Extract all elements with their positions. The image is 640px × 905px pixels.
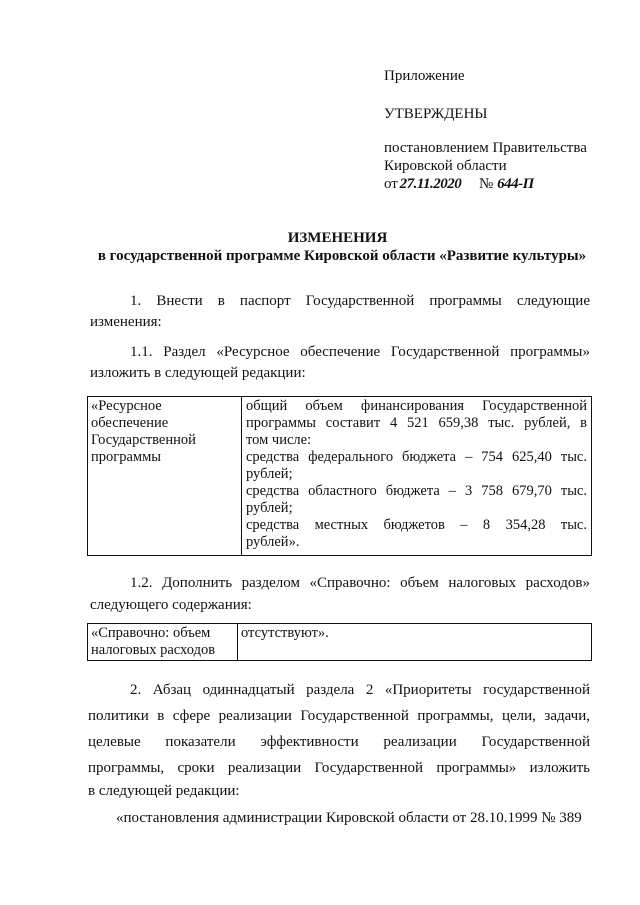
- document-title: ИЗМЕНЕНИЯ: [287, 230, 388, 246]
- paragraph-1-line-1: 1. Внести в паспорт Государственной программы следующие: [130, 293, 590, 309]
- paragraph-2-line-4: программы, сроки реализации Государственной программы» изложить: [88, 760, 590, 776]
- paragraph-3-line-1: «постановления администрации Кировской области от 28.10.1999 № 389: [116, 810, 582, 826]
- number-prefix: №: [479, 176, 494, 192]
- resource-table-value-cell: [242, 397, 592, 556]
- resource-label-line: Государственной: [91, 432, 196, 448]
- resource-value-line: общий объем финансирования Государственной: [246, 398, 587, 414]
- resource-value-line: средства федерального бюджета – 754 625,40 тыс.: [246, 449, 587, 465]
- paragraph-1-1-line-2: изложить в следующей редакции:: [90, 365, 306, 381]
- resource-value-line: средства местных бюджетов – 8 354,28 тыс.: [246, 517, 587, 533]
- decree-date-line: [384, 175, 534, 193]
- paragraph-2-line-2: политики в сфере реализации Государственной программы, цели, задачи,: [88, 708, 590, 724]
- paragraph-2-line-1: 2. Абзац одиннадцатый раздела 2 «Приоритеты государственной: [130, 682, 590, 698]
- paragraph-1-2-line-2: следующего содержания:: [90, 597, 252, 613]
- tax-label-line: налоговых расходов: [91, 642, 216, 658]
- approved-label: УТВЕРЖДЕНЫ: [384, 106, 488, 122]
- resource-label-line: обеспечение: [91, 415, 169, 431]
- resource-table-label-cell: [88, 397, 242, 556]
- paragraph-1-2-line-1: 1.2. Дополнить разделом «Справочно: объем налоговых расходов»: [130, 575, 590, 591]
- tax-expenses-table: [87, 623, 592, 661]
- resource-label-line: программы: [91, 449, 161, 465]
- resource-value-line: средства областного бюджета – 3 758 679,70 тыс.: [246, 483, 587, 499]
- resource-value-line: рублей;: [246, 500, 293, 516]
- resource-value-line: том числе:: [246, 432, 312, 448]
- resource-table: [87, 396, 592, 556]
- tax-expenses-label-cell: [88, 624, 238, 661]
- resource-label-line: «Ресурсное: [91, 398, 162, 414]
- paragraph-2-line-3: целевые показатели эффективности реализации Государственной: [88, 734, 590, 750]
- paragraph-2-line-5: в следующей редакции:: [88, 783, 240, 799]
- tax-label-line: «Справочно: объем: [91, 625, 211, 641]
- tax-value: отсутствуют».: [241, 625, 329, 641]
- resource-value-line: программы составит 4 521 659,38 тыс. рублей, в: [246, 415, 587, 431]
- document-subtitle: в государственной программе Кировской области «Развитие культуры»: [97, 248, 587, 264]
- resource-value-line: рублей;: [246, 466, 293, 482]
- decree-line-2: Кировской области: [384, 158, 507, 174]
- appendix-label: Приложение: [384, 68, 465, 84]
- paragraph-1-line-2: изменения:: [90, 314, 162, 330]
- tax-expenses-value-cell: [238, 624, 592, 661]
- decree-date-handwritten: 27.11.2020: [399, 176, 462, 192]
- date-prefix: от: [384, 176, 398, 192]
- paragraph-1-1-line-1: 1.1. Раздел «Ресурсное обеспечение Государственной программы»: [130, 344, 590, 360]
- resource-value-line: рублей».: [246, 534, 300, 550]
- decree-line-1: постановлением Правительства: [384, 140, 587, 156]
- decree-number-handwritten: 644-П: [497, 176, 534, 192]
